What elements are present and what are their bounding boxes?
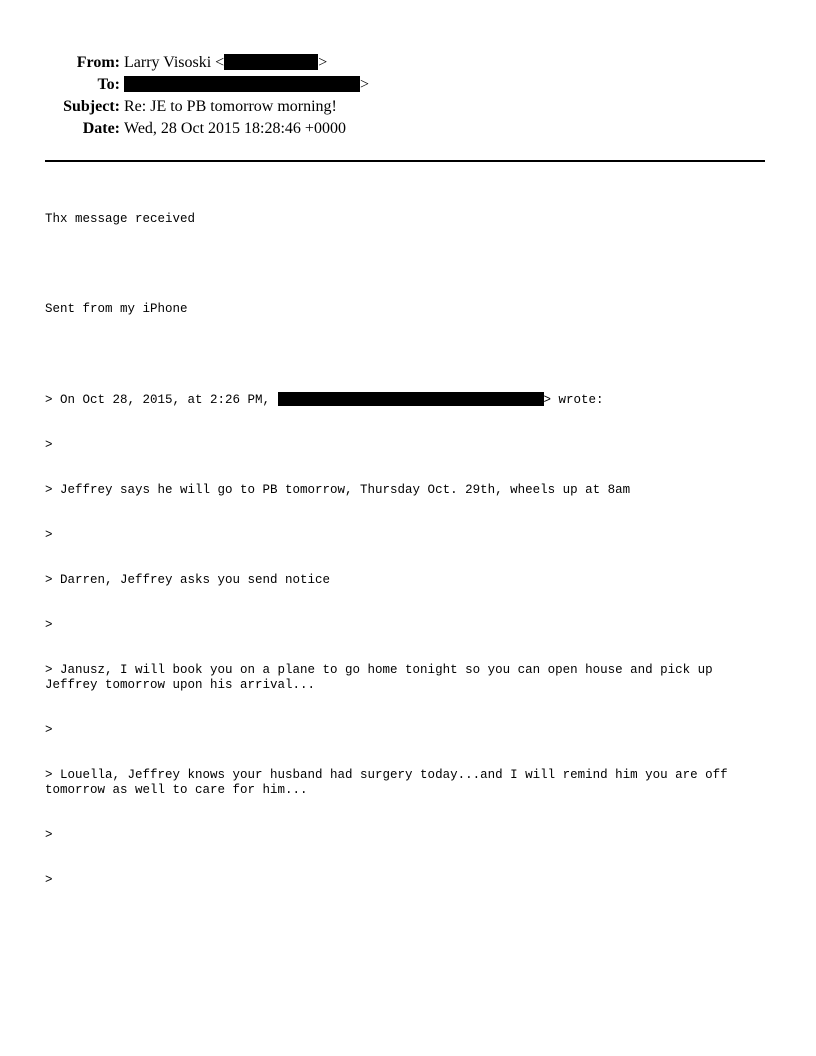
message-body — [45, 182, 765, 903]
quote-line: > Darren, Jeffrey asks you send notice — [45, 573, 331, 587]
redacted-email-block — [224, 54, 318, 70]
to-value — [124, 74, 369, 96]
date-label: Date: — [82, 120, 120, 137]
email-header — [0, 52, 816, 140]
date-value: Wed, 28 Oct 2015 18:28:46 +0000 — [124, 120, 346, 137]
quote-line: > — [45, 723, 53, 737]
subject-label: Subject: — [63, 98, 120, 115]
to-label: To: — [97, 76, 120, 93]
redacted-sender-block — [278, 392, 544, 406]
from-value — [124, 52, 327, 74]
subject-row — [0, 96, 816, 118]
from-row — [0, 52, 816, 74]
quote-line: > Janusz, I will book you on a plane to go home tonight so you can open house and pick up Jeffrey tomorrow upon his arrival... — [45, 663, 721, 692]
to-row — [0, 74, 816, 96]
body-line: Sent from my iPhone — [45, 302, 188, 316]
quote-intro-post: > wrote: — [543, 393, 604, 407]
body-line: Thx message received — [45, 212, 196, 226]
quote-line: > — [45, 438, 53, 452]
quote-line: > — [45, 528, 53, 542]
from-name: Larry Visoski < — [124, 54, 225, 71]
quote-intro-line — [45, 392, 765, 408]
blank-line — [45, 347, 765, 362]
from-close-bracket: > — [318, 54, 328, 71]
date-row — [0, 118, 816, 140]
blank-line — [45, 257, 765, 272]
quote-line: > — [45, 828, 53, 842]
from-label: From: — [76, 54, 120, 71]
quote-line: > — [45, 873, 53, 887]
quote-line: > Jeffrey says he will go to PB tomorrow, Thursday Oct. 29th, wheels up at 8am — [45, 483, 631, 497]
quote-line: > — [45, 618, 53, 632]
subject-value: Re: JE to PB tomorrow morning! — [124, 98, 337, 115]
redacted-recipients-block — [124, 76, 360, 92]
quote-line: > Louella, Jeffrey knows your husband had surgery today...and I will remind him you are off tomorrow as well to care for him... — [45, 768, 736, 797]
header-divider — [45, 160, 765, 162]
to-close-bracket: > — [360, 76, 370, 93]
quote-intro-pre: > On Oct 28, 2015, at 2:26 PM, — [45, 393, 278, 407]
